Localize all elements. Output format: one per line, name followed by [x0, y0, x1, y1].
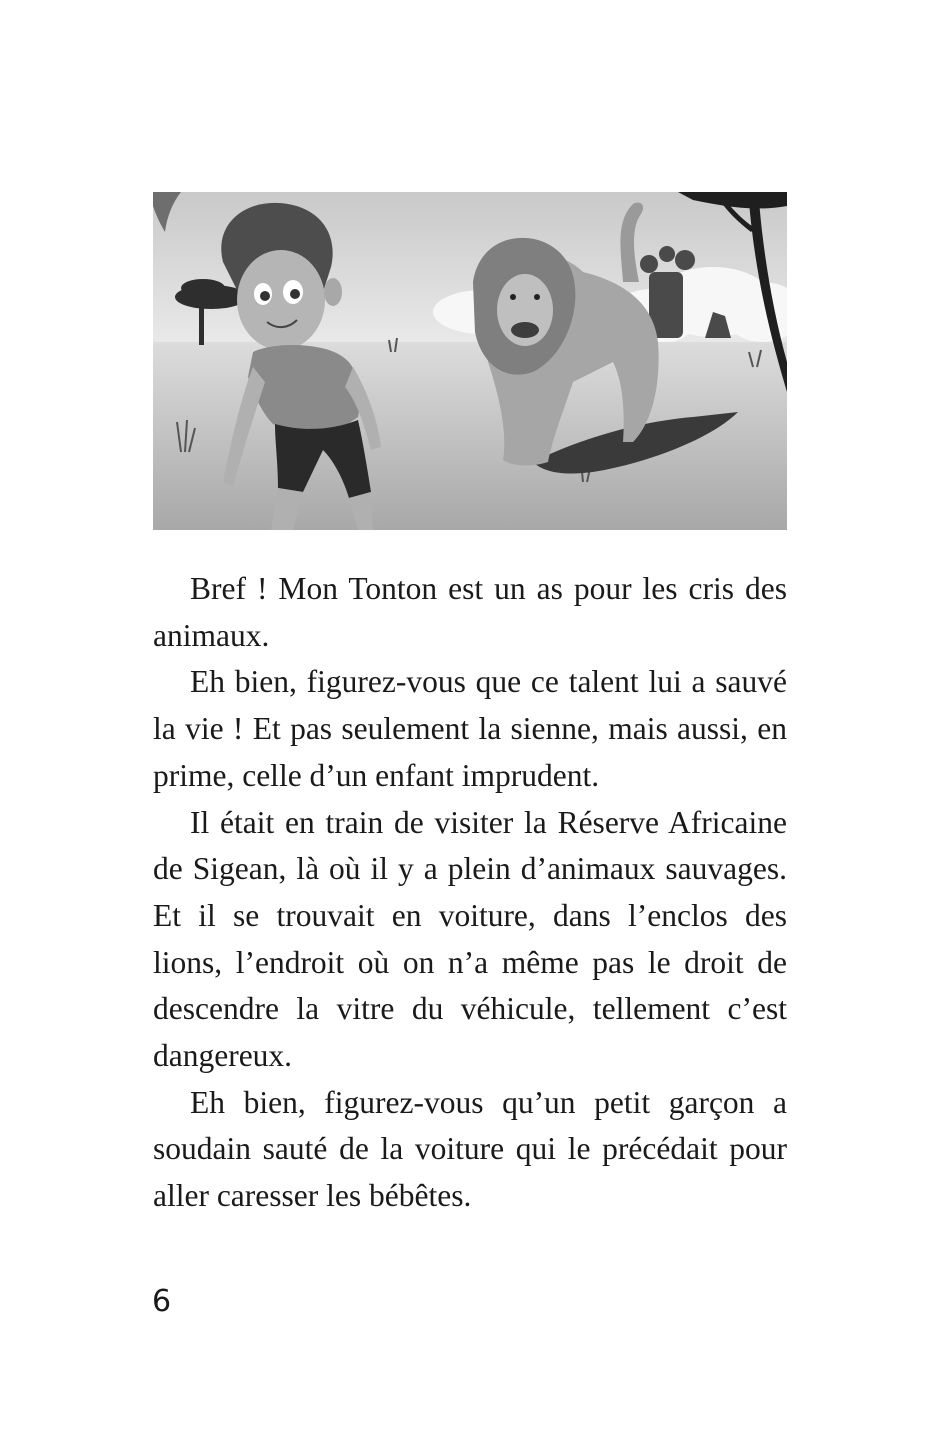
paragraph: Bref ! Mon Tonton est un as pour les cris des animaux. — [153, 571, 787, 653]
paragraph: Il était en train de visiter la Réserve Africaine de Sigean, là où il y a plein d’animaux sauvages. Et il se trouvait en voiture, dans l’enclos des lions, l’endroit où on n’a même pas le droit de descendre la vitre du véhicule, tellement c’est dangereux. — [153, 804, 787, 1074]
story-text — [153, 566, 787, 1220]
savanna-scene-icon — [153, 192, 787, 530]
boy-and-lion-illustration — [153, 192, 787, 530]
paragraph: Eh bien, figurez-vous que ce talent lui a sauvé la vie ! Et pas seulement la sienne, mais aussi, en prime, celle d’un enfant imprudent. — [153, 664, 787, 793]
page-number: 6 — [152, 1284, 172, 1319]
paragraph: Eh bien, figurez-vous qu’un petit garçon a soudain sauté de la voiture qui le précédait pour aller caresser les bébêtes. — [153, 1084, 787, 1214]
